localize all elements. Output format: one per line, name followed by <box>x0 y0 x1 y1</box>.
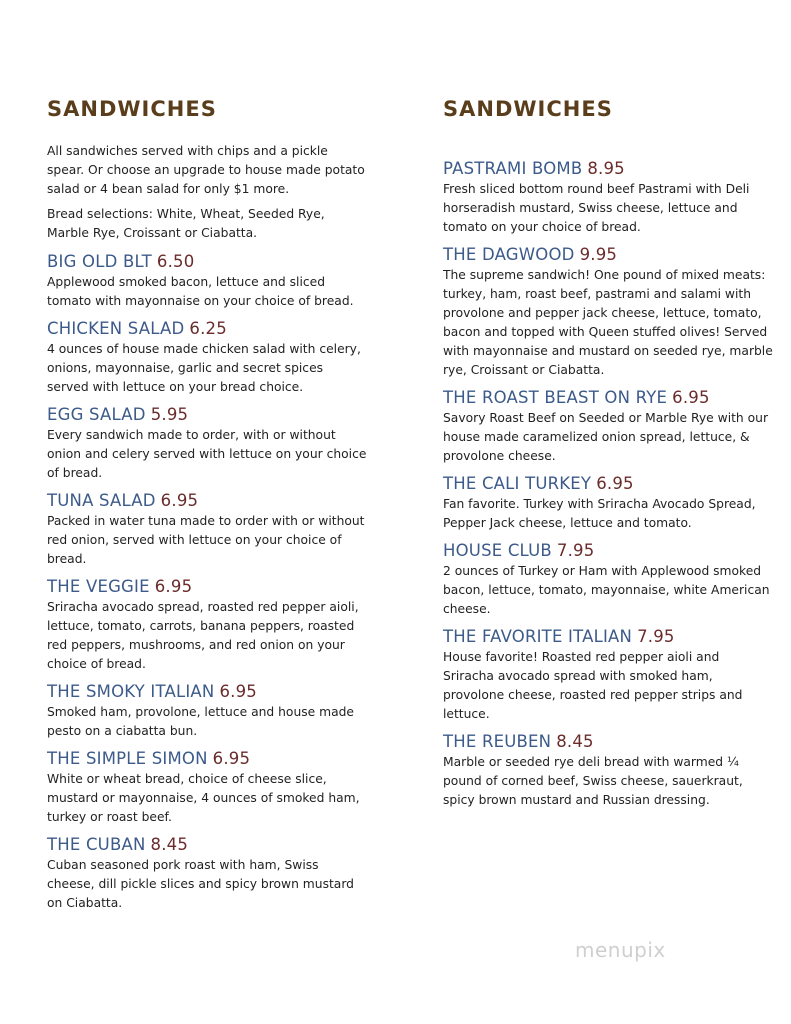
item-description: Smoked ham, provolone, lettuce and house made pesto on a ciabatta bun. <box>47 705 355 738</box>
menu-item-chicken-salad <box>47 318 367 397</box>
item-name: THE SMOKY ITALIAN <box>47 682 215 701</box>
item-price: 5.95 <box>150 405 189 424</box>
menu-item-smoky-italian <box>47 681 367 741</box>
item-name: HOUSE CLUB <box>443 541 552 560</box>
menu-item-egg-salad <box>47 404 367 483</box>
menu-item-roast-beast <box>443 387 773 466</box>
item-price: 6.95 <box>672 388 710 407</box>
item-description: 4 ounces of house made chicken salad with celery, onions, mayonnaise, garlic and secret spices served with lettuce on your bread choice. <box>47 342 361 394</box>
item-name: CHICKEN SALAD <box>47 319 185 338</box>
menupix-watermark: menupix <box>575 938 666 962</box>
item-name: THE ROAST BEAST ON RYE <box>443 388 668 407</box>
item-name: EGG SALAD <box>47 405 146 424</box>
item-price: 7.95 <box>556 541 595 560</box>
bread-selections: Bread selections: White, Wheat, Seeded Rye, Marble Rye, Croissant or Ciabatta. <box>47 207 325 240</box>
item-name: TUNA SALAD <box>47 491 156 510</box>
item-price: 7.95 <box>637 627 675 646</box>
item-name: THE REUBEN <box>443 732 552 751</box>
item-description: White or wheat bread, choice of cheese slice, mustard or mayonnaise, 4 ounces of smoked ham, turkey or roast beef. <box>47 772 360 824</box>
item-name: THE SIMPLE SIMON <box>47 749 208 768</box>
item-description: Sriracha avocado spread, roasted red pepper aioli, lettuce, tomato, carrots, banana peppers, roasted red peppers, mushrooms, and red onion on your choice of bread. <box>47 600 359 671</box>
item-price: 8.45 <box>556 732 594 751</box>
item-name: THE CUBAN <box>47 835 146 854</box>
item-price: 6.95 <box>596 474 634 493</box>
item-description: The supreme sandwich! One pound of mixed meats: turkey, ham, roast beef, pastrami and salami with provolone and pepper jack cheese, lettuce, tomato, bacon and topped with Queen stuffed olives! Served with mayonnaise and mustard on seeded rye, marble rye, Croissant or Ciabatta. <box>443 268 773 377</box>
item-description: Fan favorite. Turkey with Sriracha Avocado Spread, Pepper Jack cheese, lettuce and tomato. <box>443 497 756 530</box>
item-description: House favorite! Roasted red pepper aioli and Sriracha avocado spread with smoked ham, provolone cheese, roasted red pepper strips and lettuce. <box>443 650 743 721</box>
section-heading: SANDWICHES <box>47 97 217 121</box>
menu-item-tuna-salad <box>47 490 367 569</box>
right-column <box>443 95 773 817</box>
item-name: THE FAVORITE ITALIAN <box>443 627 633 646</box>
menu-item-simple-simon <box>47 748 367 827</box>
item-price: 8.45 <box>150 835 189 854</box>
item-price: 6.50 <box>156 252 195 271</box>
item-description: Marble or seeded rye deli bread with warmed ¼ pound of corned beef, Swiss cheese, sauerkraut, spicy brown mustard and Russian dressing. <box>443 755 743 807</box>
item-price: 6.95 <box>219 682 257 701</box>
item-description: Every sandwich made to order, with or without onion and celery served with lettuce on your choice of bread. <box>47 428 367 480</box>
item-price: 9.95 <box>579 245 618 264</box>
item-name: THE CALI TURKEY <box>443 474 592 493</box>
item-price: 6.95 <box>160 491 199 510</box>
menu-item-pastrami-bomb <box>443 158 773 237</box>
menu-item-veggie <box>47 576 367 674</box>
left-column <box>47 95 367 920</box>
item-price: 8.95 <box>587 159 625 178</box>
menu-item-cali-turkey <box>443 473 773 533</box>
item-name: THE VEGGIE <box>47 577 150 596</box>
section-heading: SANDWICHES <box>443 97 613 121</box>
intro-text: All sandwiches served with chips and a pickle spear. Or choose an upgrade to house made potato salad or 4 bean salad for only $1 more. <box>47 144 365 196</box>
menu-item-dagwood <box>443 244 773 380</box>
item-price: 6.95 <box>154 577 193 596</box>
item-price: 6.25 <box>189 319 227 338</box>
item-price: 6.95 <box>212 749 251 768</box>
item-description: Applewood smoked bacon, lettuce and sliced tomato with mayonnaise on your choice of bread. <box>47 275 354 308</box>
item-name: THE DAGWOOD <box>443 245 575 264</box>
menu-item-blt <box>47 251 367 311</box>
menu-item-house-club <box>443 540 773 619</box>
menu-item-favorite-italian <box>443 626 773 724</box>
item-description: Cuban seasoned pork roast with ham, Swiss cheese, dill pickle slices and spicy brown mustard on Ciabatta. <box>47 858 354 910</box>
menu-item-reuben <box>443 731 773 810</box>
item-description: Savory Roast Beef on Seeded or Marble Rye with our house made caramelized onion spread, lettuce, & provolone cheese. <box>443 411 769 463</box>
menu-item-cuban <box>47 834 367 913</box>
item-description: Fresh sliced bottom round beef Pastrami with Deli horseradish mustard, Swiss cheese, lettuce and tomato on your choice of bread. <box>443 182 750 234</box>
item-description: 2 ounces of Turkey or Ham with Applewood smoked bacon, lettuce, tomato, mayonnaise, white American cheese. <box>443 564 770 616</box>
item-name: BIG OLD BLT <box>47 252 152 271</box>
item-description: Packed in water tuna made to order with or without red onion, served with lettuce on your choice of bread. <box>47 514 365 566</box>
item-name: PASTRAMI BOMB <box>443 159 583 178</box>
